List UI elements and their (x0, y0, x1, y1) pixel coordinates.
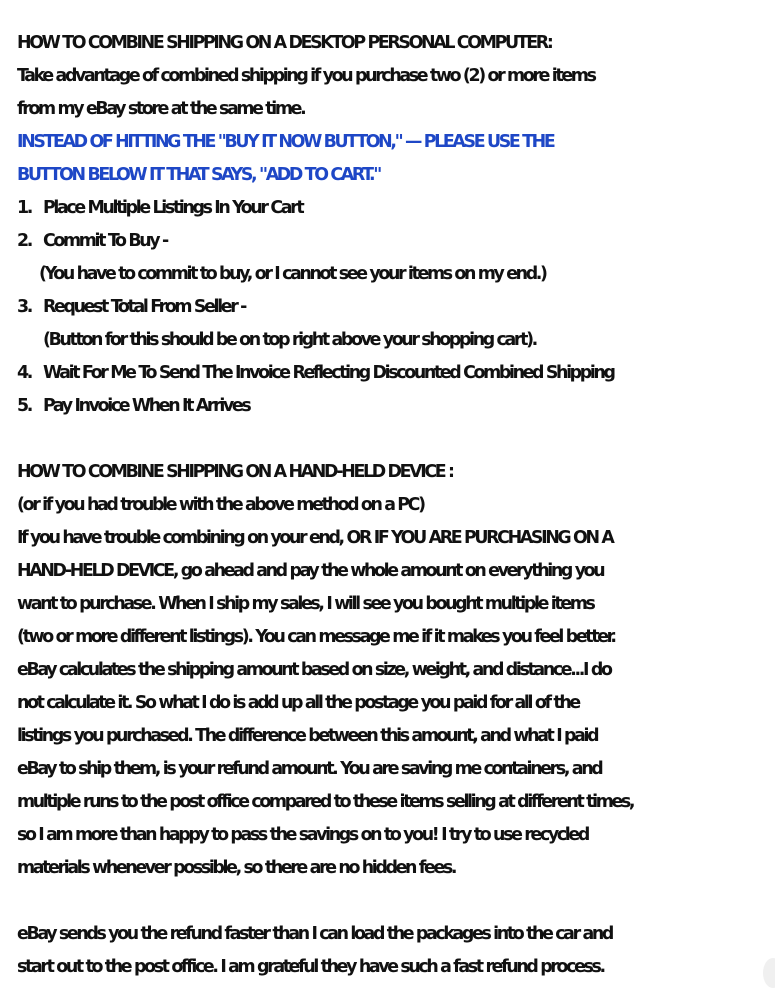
handheld-body-line: multiple runs to the post office compared to these items selling at different times, (17, 792, 634, 812)
step-number: 1. (17, 198, 32, 218)
handheld-body-line: listings you purchased. The difference between this amount, and what I paid (17, 726, 598, 746)
shipping-instructions-document (17, 27, 775, 984)
desktop-section-heading: HOW TO COMBINE SHIPPING ON A DESKTOP PERSONAL COMPUTER: (17, 33, 552, 53)
handheld-section-heading: HOW TO COMBINE SHIPPING ON A HAND-HELD DEVICE : (17, 462, 453, 482)
add-to-cart-notice-line-2: BUTTON BELOW IT THAT SAYS, "ADD TO CART." (17, 165, 380, 185)
step-3-note: (Button for this should be on top right above your shopping cart). (43, 330, 536, 350)
step-text: Request Total From Seller - (43, 297, 245, 317)
step-2-note: (You have to commit to buy, or I cannot see your items on my end.) (39, 264, 546, 284)
step-2 (17, 225, 775, 258)
step-number: 4. (17, 363, 32, 383)
handheld-body-line: want to purchase. When I ship my sales, I will see you bought multiple items (17, 594, 594, 614)
step-text: Commit To Buy - (43, 231, 167, 251)
handheld-body-line: eBay to ship them, is your refund amount. You are saving me containers, and (17, 759, 602, 779)
step-4 (17, 357, 775, 390)
desktop-intro-line-1: Take advantage of combined shipping if you purchase two (2) or more items (17, 66, 595, 86)
step-text: Pay Invoice When It Arrives (43, 396, 250, 416)
handheld-subheading: (or if you had trouble with the above method on a PC) (17, 495, 424, 515)
step-text: Place Multiple Listings In Your Cart (43, 198, 303, 218)
handheld-body-line: HAND-HELD DEVICE, go ahead and pay the whole amount on everything you (17, 561, 604, 581)
desktop-intro-line-2: from my eBay store at the same time. (17, 99, 305, 119)
step-number: 2. (17, 231, 32, 251)
step-3 (17, 291, 775, 324)
handheld-body-line: eBay calculates the shipping amount based on size, weight, and distance...I do (17, 660, 611, 680)
step-1 (17, 192, 775, 225)
handheld-body-line: If you have trouble combining on your end, OR IF YOU ARE PURCHASING ON A (17, 528, 613, 548)
step-text: Wait For Me To Send The Invoice Reflecting Discounted Combined Shipping (43, 363, 614, 383)
step-number: 5. (17, 396, 32, 416)
section-spacer (17, 885, 775, 918)
handheld-body-line: (two or more different listings). You can message me if it makes you feel better. (17, 627, 615, 647)
add-to-cart-notice-line-1: INSTEAD OF HITTING THE "BUY IT NOW BUTTON," — PLEASE USE THE (17, 132, 554, 152)
step-number: 3. (17, 297, 32, 317)
handheld-body-line: so I am more than happy to pass the savings on to you! I try to use recycled (17, 825, 588, 845)
handheld-body-line: materials whenever possible, so there are no hidden fees. (17, 858, 456, 878)
step-5 (17, 390, 775, 423)
section-spacer (17, 423, 775, 456)
refund-body-line: start out to the post office. I am grateful they have such a fast refund process. (17, 957, 604, 977)
handheld-body-line: not calculate it. So what I do is add up all the postage you paid for all of the (17, 693, 579, 713)
refund-body-line: eBay sends you the refund faster than I can load the packages into the car and (17, 924, 613, 944)
